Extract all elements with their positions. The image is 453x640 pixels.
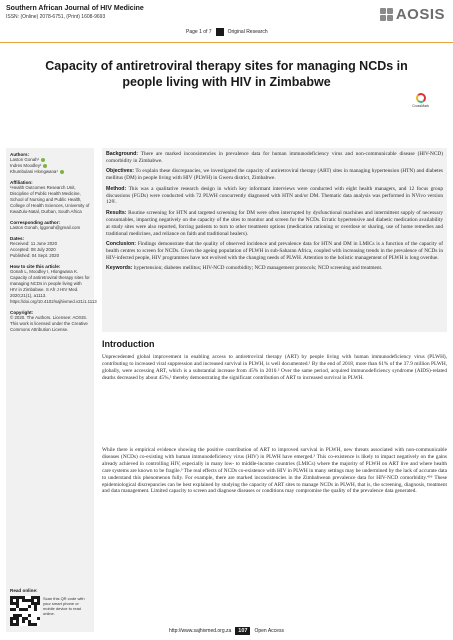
author-3: Khumbulani Hlongwana¹ — [10, 169, 90, 175]
article-type: Original Research — [227, 29, 268, 35]
copyright-heading: Copyright: — [10, 310, 34, 315]
orcid-icon[interactable] — [43, 164, 47, 168]
authors-heading: Authors: — [10, 152, 30, 157]
cite-heading: How to cite this article: — [10, 264, 61, 269]
article-sidebar — [6, 148, 97, 632]
abstract-background: Background: There are marked inconsistencies in prevalence data for human immunodeficiency virus and non-communicable disease (HIV-NCD) comorbidity in Zimbabwe. — [106, 151, 443, 164]
header-divider — [0, 42, 453, 43]
crossmark-badge[interactable] — [412, 93, 429, 108]
abstract-box — [102, 148, 447, 332]
corresponding-heading: Corresponding author: — [10, 220, 61, 225]
orcid-icon[interactable] — [41, 158, 45, 162]
section-marker-icon — [216, 28, 224, 36]
read-online-heading: Read online: — [10, 588, 38, 593]
footer-url[interactable]: http://www.sajhivmed.org.za — [169, 628, 232, 634]
page-number: Page 1 of 7 — [186, 29, 212, 35]
aosis-logo-icon — [380, 8, 394, 22]
intro-paragraph-2: While there is empirical evidence showing the positive contribution of ART to improved survival in PLWH, new threats associated with non-communicable diseases (NCDs) co-existing with human immunodeficiency virus (HIV) in PLWH have emerged.³ This co-existence is likely to impact negatively on the gains already achieved in controlling HIV, especially in many low- to middle-income countries (LMICs) where the majority of PLWH on ART live and where health care systems are known to be fragile.³ The real effects of NCDs co-existence with HIV in PLWH in many settings may be undermined by the lack of accurate data to understand this phenomenon fully. For example, there are marked inconsistencies in the Zimbabwean prevalence data for HIV-NCD comorbidity.⁴⁵⁶ These epidemiological discrepancies can be best explained by studying the capacity of ART sites to manage NCDs in PLWH, that is, the screening, diagnosis, treatment and data management. Limited capacity to screen and diagnose diseases or conditions may compromise the quality of the prevalence data generated. — [102, 447, 447, 495]
crossmark-label: CrossMark — [412, 104, 429, 108]
journal-issn: ISSN: (Online) 2078-6751, (Print) 1608-9693 — [6, 14, 106, 20]
article-title: Capacity of antiretroviral therapy sites for managing NCDs in people living with HIV in Zimbabwe — [45, 59, 408, 89]
dates-heading: Dates: — [10, 236, 25, 241]
date-accepted: Accepted: 08 July 2020 — [10, 247, 56, 252]
page-bar — [186, 27, 268, 37]
abstract-objectives: Objectives: To explain these discrepancies, we investigated the capacity of antiretroviral therapy (ART) sites in managing hypertension (HTN) and diabetes mellitus (DM) in people living with HIV (PLWH) in Gweru district, Zimbabwe. — [106, 168, 443, 182]
qr-code-icon[interactable] — [10, 596, 40, 626]
intro-paragraph-1: Unprecedented global improvement in enabling access to antiretroviral therapy (ART) by people living with human immunodeficiency virus (PLWH), contributing to increased viral suppression and increased survival in PLWH, is well documented.¹ By the end of 2018, more than 61% of the 37.9 million PLWH, globally, were accessing ART, which is a substantial increase from 45% in 2010.² Over the same period, acquired immunodeficiency syndrome (AIDS)-related deaths decreased by about 45%,² thereby demonstrating the significant contribution of ART to increased survival in PLWH. — [102, 354, 447, 381]
copyright-text: © 2020. The Authors. Licensee: AOSIS. This work is licensed under the Creative Commons Attribution License. — [10, 315, 88, 332]
orcid-icon[interactable] — [60, 170, 64, 174]
corresponding-text[interactable]: Laston Gonah, lggonah@gmail.com — [10, 225, 81, 230]
footer-access: Open Access — [254, 628, 284, 634]
aosis-logo-text: AOSIS — [395, 6, 445, 23]
aosis-logo — [380, 6, 445, 23]
abstract-keywords: Keywords: hypertension; diabetes mellitus; HIV-NCD comorbidity; NCD management protocols; NCD screening and treatment. — [106, 265, 383, 272]
crossmark-icon — [416, 93, 426, 103]
abstract-method: Method: This was a qualitative research design in which key informant interviews were conducted with eight health managers, and 12 focus group discussions (FGDs) were conducted with 72 PLWH concurrently diagnosed with HTN and/or DM. Thematic data analysis was performed in NVivo version 12®. — [106, 185, 443, 206]
affiliation-text: ¹Health Outcomes Research Unit, Discipline of Public Health Medicine, School of Nursing and Public Health, College of Health Sciences, University of KwaZulu-Natal, Durban, South Africa — [10, 185, 90, 214]
date-received: Received: 11 June 2020 — [10, 241, 58, 246]
affiliation-heading: Affiliation: — [10, 180, 33, 185]
date-published: Published: 04 Sept. 2020 — [10, 253, 60, 258]
page-footer — [0, 627, 453, 635]
cite-text[interactable]: Gonah L, Moodley I, Hlongwana K. Capacity of antiretroviral therapy sites for managing NCDs in people living with HIV in Zimbabwe. S Afr J HIV Med. 2020;21(1), a1113. https://doi.org/10.4102/sajhivmed.v21i1.1113 — [10, 269, 97, 304]
introduction-heading: Introduction — [102, 339, 155, 349]
qr-instructions: Scan this QR code with your smart phone or mobile device to read online. — [43, 596, 85, 616]
author-2: Indres Moodley¹ — [10, 163, 90, 169]
abstract-results: Results: Routine screening for HTN and targeted screening for DM were often interrupted by dysfunctional machines and intermittent supply of necessary consumables, impacting negatively on the capacity of the sites to monitor and screen for the NCDs. Erratic hypertensive and diabetic medication availability at study sites were also reported, forcing patients to turn to other treatment options (medication rationing or overdose or sharing, use of home remedies and traditional medicines, and reliance on faith and traditional healers). — [106, 209, 443, 237]
abstract-conclusion: Conclusion: Findings demonstrate that the quality of observed incidence and prevalence data for HTN and DM in LMICs is a function of the capacity of health centres to screen for NCDs. Given the ageing population of PLWH in sub-Saharan Africa, coupled with increasing trends in the prevalence of NCDs in HIV-infected people, HIV programmes have not evolved with the changing needs of PLWH. Attention to the holistic management of PLWH is long overdue. — [106, 240, 444, 261]
read-online — [10, 588, 90, 626]
footer-page-number: 107 — [235, 627, 250, 635]
journal-title: Southern African Journal of HIV Medicine — [6, 5, 144, 12]
author-1: Laston Gonah¹ — [10, 157, 90, 163]
